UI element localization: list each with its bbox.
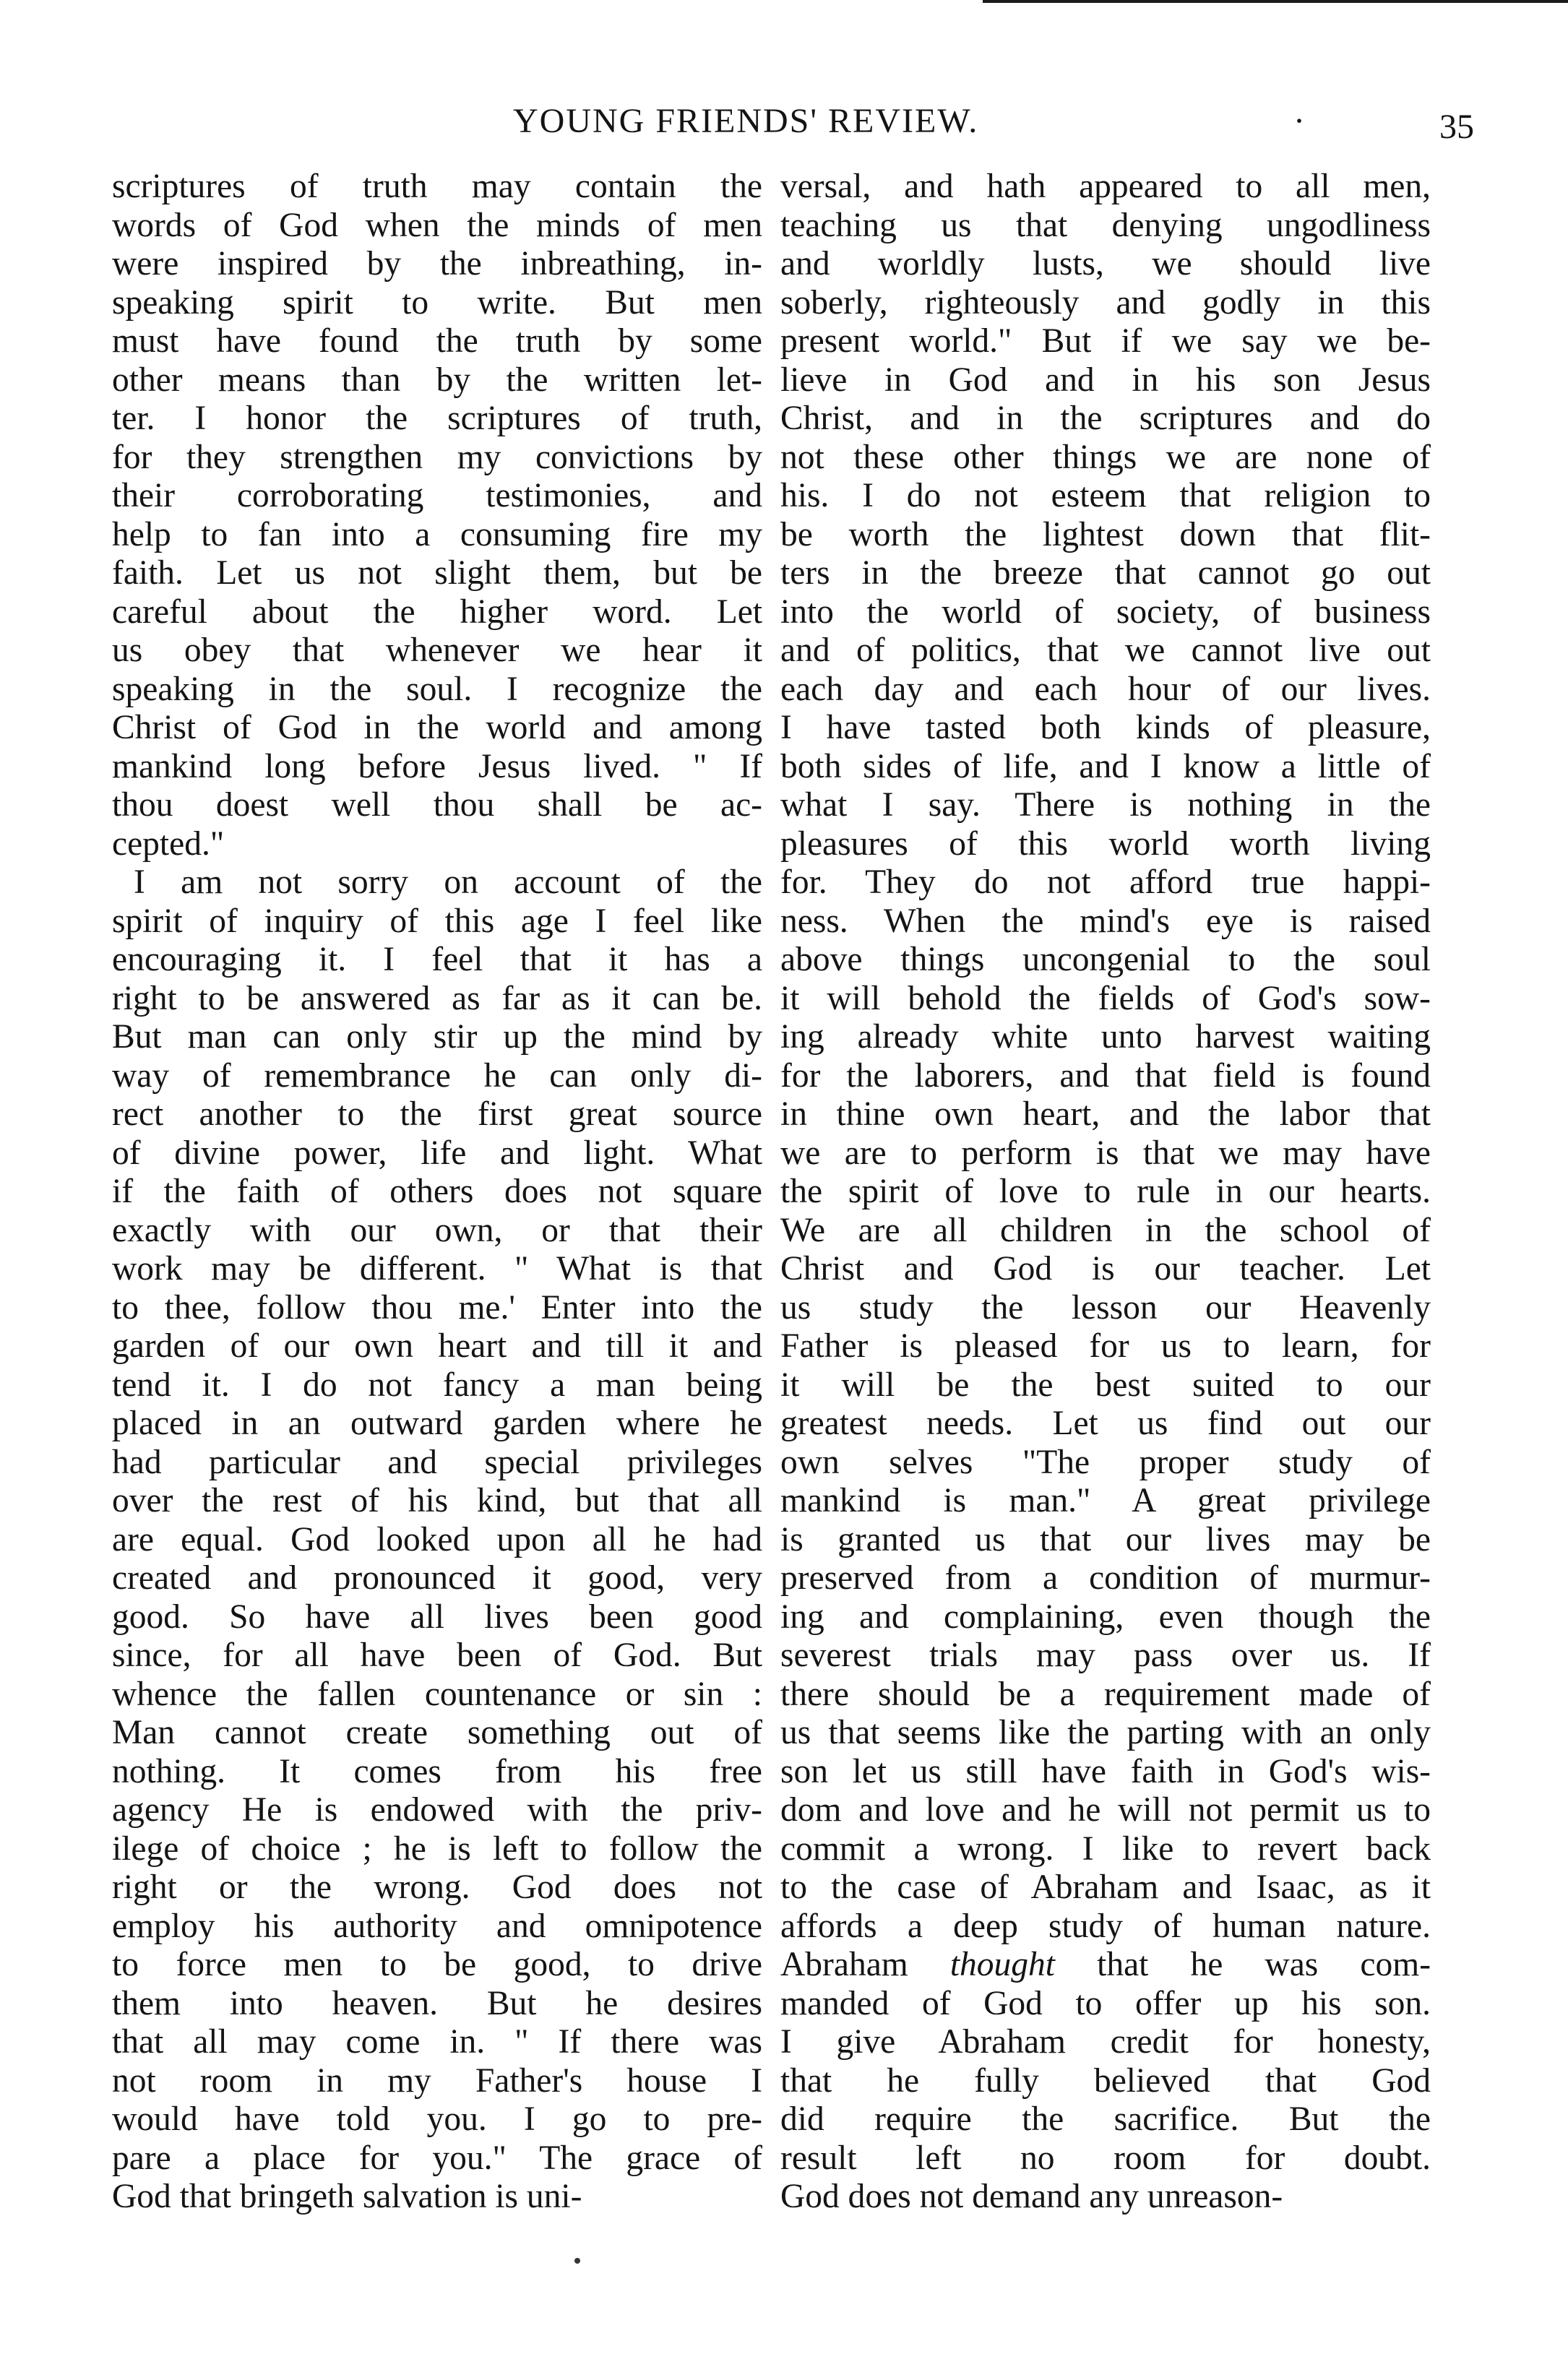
left-column-line: speaking in the soul. I recognize the	[112, 670, 762, 708]
left-column-line: right to be answered as far as it can be.	[112, 979, 762, 1017]
right-column-line: both sides of life, and I know a little of	[780, 747, 1431, 785]
right-column-line: that he fully believed that God	[780, 2061, 1431, 2100]
right-column-line: own selves "The proper study of	[780, 1443, 1431, 1481]
left-column-line: Christ of God in the world and among	[112, 709, 762, 746]
left-column-line: good. So have all lives been good	[112, 1598, 762, 1636]
left-column-line: had particular and special privileges	[112, 1443, 762, 1481]
left-column-line: help to fan into a consuming fire my	[112, 515, 762, 553]
left-column-line: to force men to be good, to drive	[112, 1946, 762, 1983]
left-column-line: are equal. God looked upon all he had	[112, 1520, 762, 1558]
right-column-line: result left no room for doubt.	[780, 2139, 1431, 2177]
left-column-line: not room in my Father's house I	[112, 2061, 762, 2100]
right-column-line: and of politics, that we cannot live out	[780, 631, 1431, 669]
right-column-line: into the world of society, of business	[780, 592, 1431, 631]
left-column-line: rect another to the first great source	[112, 1095, 762, 1133]
left-column-line: created and pronounced it good, very	[112, 1559, 762, 1597]
left-column-line: Man cannot create something out of	[112, 1714, 762, 1751]
left-column-line: their corroborating testimonies, and	[112, 477, 762, 514]
right-column-line: Abraham thought that he was com-	[780, 1946, 1431, 1983]
right-column-line: present world." But if we say we be-	[780, 322, 1431, 360]
left-column-line: to thee, follow thou me.' Enter into the	[112, 1288, 762, 1327]
left-column-line: for they strengthen my convictions by	[112, 438, 762, 476]
right-column-line: above things uncongenial to the soul	[780, 941, 1431, 978]
right-column-line: not these other things we are none of	[780, 438, 1431, 476]
right-column-line: teaching us that denying ungodliness	[780, 206, 1431, 244]
right-column-line: versal, and hath appeared to all men,	[780, 168, 1431, 205]
left-column-line: were inspired by the inbreathing, in-	[112, 245, 762, 283]
left-column-line: of divine power, life and light. What	[112, 1134, 762, 1172]
right-column-line: dom and love and he will not permit us to	[780, 1791, 1431, 1829]
right-column-line: did require the sacrifice. But the	[780, 2100, 1431, 2138]
right-column-line: to the case of Abraham and Isaac, as it	[780, 1868, 1431, 1906]
left-column-line: agency He is endowed with the priv-	[112, 1791, 762, 1829]
right-column-line: affords a deep study of human nature.	[780, 1907, 1431, 1945]
page-header	[108, 101, 1474, 159]
left-column	[112, 168, 762, 2217]
right-column-line: Christ, and in the scriptures and do	[780, 400, 1431, 437]
right-column-line: pleasures of this world worth living	[780, 824, 1431, 863]
right-column-line: preserved from a condition of murmur-	[780, 1559, 1431, 1597]
left-column-line: over the rest of his kind, but that all	[112, 1482, 762, 1519]
right-column-line: manded of God to offer up his son.	[780, 1984, 1431, 2022]
right-column-line: Christ and God is our teacher. Let	[780, 1250, 1431, 1288]
left-column-line: ilege of choice ; he is left to follow the	[112, 1829, 762, 1868]
left-column-line: God that bringeth salvation is uni-	[112, 2178, 582, 2215]
right-column-line: and worldly lusts, we should live	[780, 245, 1431, 283]
left-column-line: thou doest well thou shall be ac-	[112, 786, 762, 824]
right-column-line: in thine own heart, and the labor that	[780, 1095, 1431, 1133]
right-column-line: ing already white unto harvest waiting	[780, 1018, 1431, 1056]
left-column-line: employ his authority and omnipotence	[112, 1907, 762, 1945]
right-column-line: We are all children in the school of	[780, 1211, 1431, 1249]
left-column-line: But man can only stir up the mind by	[112, 1018, 762, 1056]
left-column-line: tend it. I do not fancy a man being	[112, 1366, 762, 1404]
footer-mark	[574, 2258, 580, 2264]
left-column-line: us obey that whenever we hear it	[112, 631, 762, 669]
right-column-line: I give Abraham credit for honesty,	[780, 2023, 1431, 2061]
top-rule	[983, 0, 1568, 3]
left-column-line: right or the wrong. God does not	[112, 1868, 762, 1906]
left-column-line: I am not sorry on account of the	[134, 863, 762, 901]
right-column-line: ters in the breeze that cannot go out	[780, 554, 1431, 592]
left-column-line: other means than by the written let-	[112, 361, 762, 399]
right-column-line: ness. When the mind's eye is raised	[780, 902, 1431, 940]
left-column-line: exactly with our own, or that their	[112, 1211, 762, 1249]
left-column-line: nothing. It comes from his free	[112, 1752, 762, 1790]
left-column-line: words of God when the minds of men	[112, 206, 762, 244]
left-column-line: work may be different. " What is that	[112, 1250, 762, 1288]
header-ornament: ·	[1293, 102, 1305, 140]
left-column-line: ter. I honor the scriptures of truth,	[112, 400, 762, 437]
right-column-line: mankind is man." A great privilege	[780, 1482, 1431, 1519]
left-column-line: garden of our own heart and till it and	[112, 1327, 762, 1365]
left-column-line: cepted."	[112, 824, 225, 863]
left-column-line: if the faith of others does not square	[112, 1173, 762, 1210]
left-column-line: speaking spirit to write. But men	[112, 283, 762, 322]
left-column-line: pare a place for you." The grace of	[112, 2139, 762, 2177]
right-column-line: we are to perform is that we may have	[780, 1134, 1431, 1172]
page-number: 35	[1439, 108, 1474, 146]
left-column-line: encouraging it. I feel that it has a	[112, 941, 762, 978]
left-column-line: would have told you. I go to pre-	[112, 2100, 762, 2138]
right-column-line: be worth the lightest down that flit-	[780, 515, 1431, 553]
right-column-line: his. I do not esteem that religion to	[780, 477, 1431, 514]
right-column-line: God does not demand any unreason-	[780, 2178, 1283, 2215]
left-column-line: careful about the higher word. Let	[112, 592, 762, 631]
right-column-line: it will behold the fields of God's sow-	[780, 979, 1431, 1017]
right-column-line: each day and each hour of our lives.	[780, 670, 1431, 708]
right-column-line: there should be a requirement made of	[780, 1675, 1431, 1713]
right-column-line: us study the lesson our Heavenly	[780, 1288, 1431, 1327]
right-column-line: son let us still have faith in God's wis-	[780, 1752, 1431, 1790]
right-column-line: greatest needs. Let us find out our	[780, 1405, 1431, 1442]
right-column-line: the spirit of love to rule in our hearts.	[780, 1173, 1431, 1210]
right-column-line: soberly, righteously and godly in this	[780, 283, 1431, 322]
left-column-line: them into heaven. But he desires	[112, 1984, 762, 2022]
left-column-line: scriptures of truth may contain the	[112, 168, 762, 205]
left-column-line: mankind long before Jesus lived. " If	[112, 747, 762, 785]
left-column-line: spirit of inquiry of this age I feel like	[112, 902, 762, 940]
right-column-line: it will be the best suited to our	[780, 1366, 1431, 1404]
right-column-line: is granted us that our lives may be	[780, 1520, 1431, 1558]
right-column-line: Father is pleased for us to learn, for	[780, 1327, 1431, 1365]
right-column-line: ing and complaining, even though the	[780, 1598, 1431, 1636]
right-column-line: severest trials may pass over us. If	[780, 1637, 1431, 1674]
left-column-line: faith. Let us not slight them, but be	[112, 554, 762, 592]
left-column-line: since, for all have been of God. But	[112, 1637, 762, 1674]
left-column-line: that all may come in. " If there was	[112, 2023, 762, 2061]
right-column-line: commit a wrong. I like to revert back	[780, 1829, 1431, 1868]
right-column-line: I have tasted both kinds of pleasure,	[780, 709, 1431, 746]
left-column-line: way of remembrance he can only di-	[112, 1056, 762, 1095]
left-column-line: must have found the truth by some	[112, 322, 762, 360]
left-column-line: whence the fallen countenance or sin :	[112, 1675, 762, 1713]
running-title: YOUNG FRIENDS' REVIEW.	[513, 102, 979, 140]
right-column-line: for. They do not afford true happi-	[780, 863, 1431, 901]
right-column	[780, 168, 1431, 2217]
right-column-line: lieve in God and in his son Jesus	[780, 361, 1431, 399]
right-column-line: for the laborers, and that field is found	[780, 1056, 1431, 1095]
right-column-line: what I say. There is nothing in the	[780, 786, 1431, 824]
left-column-line: placed in an outward garden where he	[112, 1405, 762, 1442]
right-column-line: us that seems like the parting with an only	[780, 1714, 1431, 1751]
